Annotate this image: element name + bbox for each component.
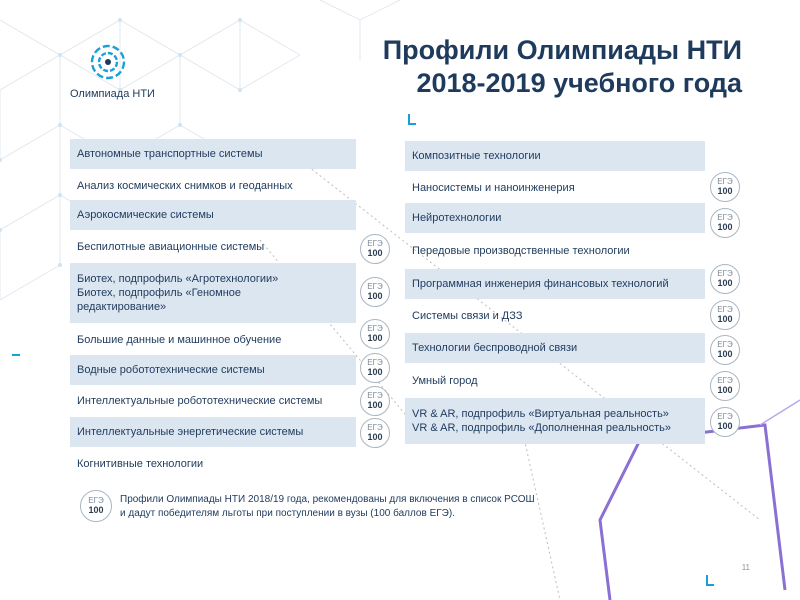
list-item-label: Большие данные и машинное обучение — [77, 334, 282, 346]
list-item-label: редактирование» — [77, 301, 167, 313]
list-item — [405, 173, 705, 203]
list-item — [405, 203, 705, 233]
ege-100-badge: ЕГЭ 100 — [710, 335, 740, 365]
list-item — [70, 139, 356, 169]
list-item-label: Биотех, подпрофиль «Геномное — [77, 287, 242, 299]
list-item-label: Интеллектуальные энергетические системы — [77, 426, 304, 438]
list-item-label: Биотех, подпрофиль «Агротехнологии» — [77, 273, 279, 285]
list-item — [405, 269, 705, 299]
ege-100-badge: ЕГЭ 100 — [360, 418, 390, 448]
list-item — [70, 171, 356, 201]
list-item-label: Программная инженерия финансовых технологий — [412, 278, 669, 290]
list-item-label: Автономные транспортные системы — [77, 148, 263, 160]
list-item — [70, 232, 356, 262]
list-item-label: Системы связи и ДЗЗ — [412, 310, 523, 322]
logo-text: Олимпиада НТИ — [70, 88, 155, 100]
ege-100-badge: ЕГЭ 100 — [710, 264, 740, 294]
ege-100-badge: ЕГЭ 100 — [710, 371, 740, 401]
list-item — [70, 325, 356, 355]
list-item-label: Технологии беспроводной связи — [412, 342, 578, 354]
list-item-label: Умный город — [412, 375, 478, 387]
list-item — [70, 386, 356, 416]
title-line-2: 2018-2019 учебного года — [416, 68, 742, 98]
page-title — [383, 34, 742, 100]
ege-100-badge: ЕГЭ 100 — [360, 234, 390, 264]
ege-100-badge: ЕГЭ 100 — [710, 208, 740, 238]
title-line-1: Профили Олимпиады НТИ — [382, 35, 742, 65]
accent-mark — [408, 114, 416, 125]
ege-100-badge: ЕГЭ 100 — [360, 353, 390, 383]
list-item-label: Водные робототехнические системы — [77, 364, 265, 376]
ege-100-badge: ЕГЭ 100 — [710, 300, 740, 330]
footnote — [120, 493, 535, 521]
page-number: 11 — [741, 563, 750, 572]
ege-100-legend-badge: ЕГЭ 100 — [80, 490, 112, 522]
list-item-label: Композитные технологии — [412, 150, 541, 162]
list-item-label: Беспилотные авиационные системы — [77, 241, 265, 253]
list-item — [70, 417, 356, 447]
list-item-label: Аэрокосмические системы — [77, 209, 214, 221]
list-item-label: Наносистемы и наноинженерия — [412, 182, 575, 194]
list-item — [405, 236, 705, 266]
accent-mark — [12, 350, 20, 356]
list-item-label: VR & AR, подпрофиль «Дополненная реальность» — [412, 422, 671, 434]
footnote-line-2: и дадут победителям льготы при поступлении в вузы (100 баллов ЕГЭ). — [120, 508, 455, 519]
list-item — [70, 263, 356, 323]
list-item-label: Передовые производственные технологии — [412, 245, 630, 257]
list-item — [70, 200, 356, 230]
list-item-label: Анализ космических снимков и геоданных — [77, 180, 293, 192]
footnote-line-1: Профили Олимпиады НТИ 2018/19 года, рекомендованы для включения в список РСОШ — [120, 494, 535, 505]
list-item — [405, 398, 705, 444]
accent-mark — [706, 575, 714, 586]
ege-100-badge: ЕГЭ 100 — [360, 277, 390, 307]
ege-100-badge: ЕГЭ 100 — [360, 319, 390, 349]
list-item-label: Нейротехнологии — [412, 212, 502, 224]
list-item-label: VR & AR, подпрофиль «Виртуальная реальность» — [412, 408, 669, 420]
list-item — [405, 301, 705, 331]
list-item — [70, 449, 356, 479]
ege-100-badge: ЕГЭ 100 — [360, 386, 390, 416]
list-item-label: Когнитивные технологии — [77, 458, 204, 470]
list-item — [405, 366, 705, 396]
nti-logo-icon — [86, 40, 130, 84]
ege-100-badge: ЕГЭ 100 — [710, 172, 740, 202]
ege-100-badge: ЕГЭ 100 — [710, 407, 740, 437]
list-item — [405, 141, 705, 171]
list-item-label: Интеллектуальные робототехнические системы — [77, 395, 323, 407]
list-item — [70, 355, 356, 385]
list-item — [405, 333, 705, 363]
